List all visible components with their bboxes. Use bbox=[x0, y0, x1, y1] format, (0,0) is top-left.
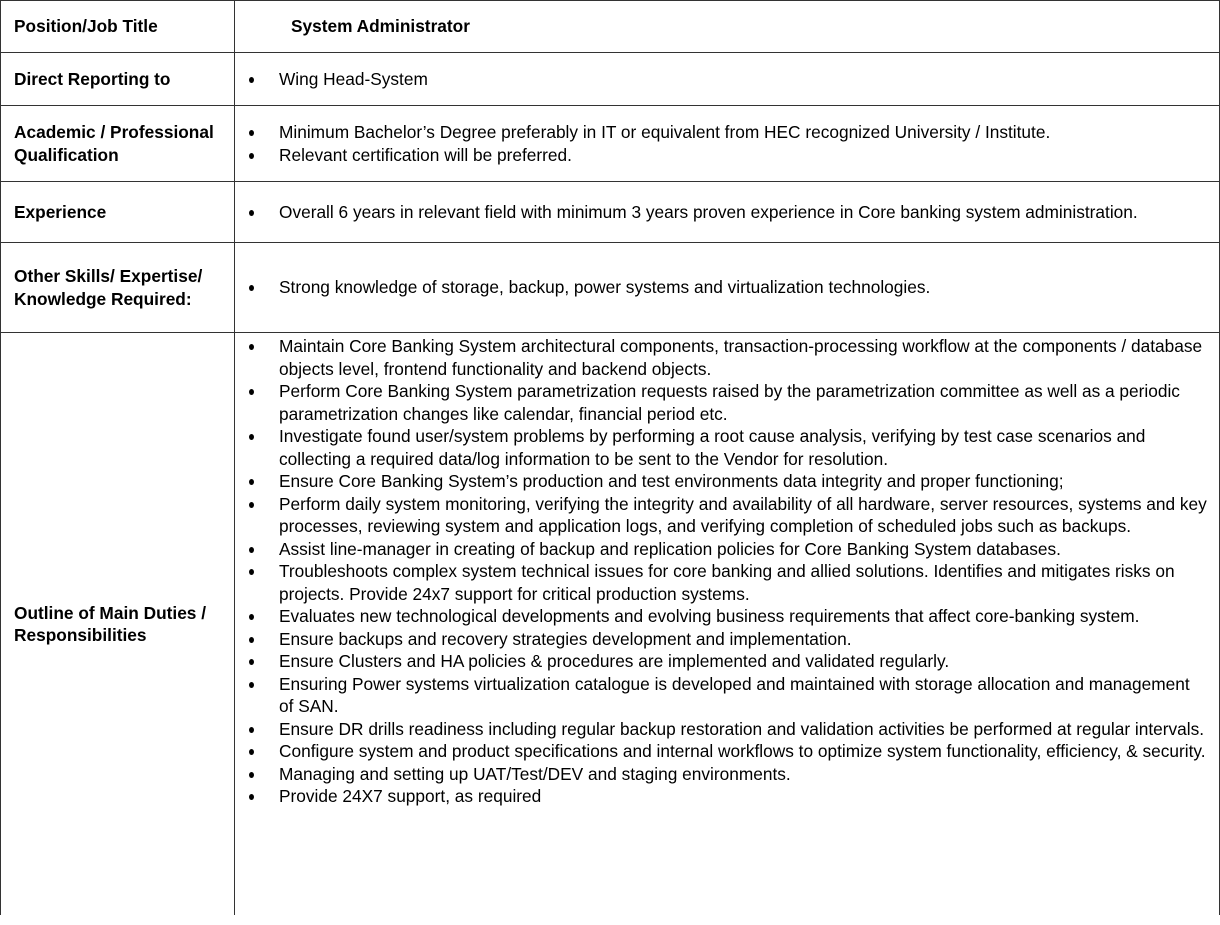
list-item: Maintain Core Banking System architectural components, transaction-processing workflow at the components / database objects level, frontend functionality and backend objects. bbox=[247, 335, 1207, 380]
list-item: Ensure Core Banking System’s production and test environments data integrity and proper functioning; bbox=[247, 470, 1207, 493]
list-item: Relevant certification will be preferred. bbox=[247, 144, 1207, 167]
row-qualification bbox=[1, 106, 1220, 182]
qualification-list bbox=[247, 121, 1207, 166]
list-item: Managing and setting up UAT/Test/DEV and staging environments. bbox=[247, 763, 1207, 786]
label-position-title: Position/Job Title bbox=[1, 1, 235, 53]
list-item: Perform Core Banking System parametrization requests raised by the parametrization committee as well as a periodic parametrization changes like calendar, financial period etc. bbox=[247, 380, 1207, 425]
list-item: Minimum Bachelor’s Degree preferably in IT or equivalent from HEC recognized University / Institute. bbox=[247, 121, 1207, 144]
reporting-list bbox=[247, 68, 1207, 91]
list-item: Ensure backups and recovery strategies development and implementation. bbox=[247, 628, 1207, 651]
list-item: Wing Head-System bbox=[247, 68, 1207, 91]
list-item: Configure system and product specifications and internal workflows to optimize system functionality, efficiency, & security. bbox=[247, 740, 1207, 763]
label-qualification: Academic / Professional Qualification bbox=[1, 106, 235, 182]
list-item: Evaluates new technological developments and evolving business requirements that affect core-banking system. bbox=[247, 605, 1207, 628]
list-item: Perform daily system monitoring, verifying the integrity and availability of all hardware, server resources, systems and key processes, reviewing system and application logs, and verifying completion of scheduled jobs such as backups. bbox=[247, 493, 1207, 538]
row-direct-reporting bbox=[1, 53, 1220, 106]
row-duties bbox=[1, 333, 1220, 916]
label-other-skills: Other Skills/ Expertise/ Knowledge Required: bbox=[1, 243, 235, 333]
position-title-value: System Administrator bbox=[291, 16, 470, 36]
list-item: Strong knowledge of storage, backup, power systems and virtualization technologies. bbox=[247, 276, 1207, 299]
list-item: Overall 6 years in relevant field with minimum 3 years proven experience in Core banking system administration. bbox=[247, 201, 1207, 224]
list-item: Ensure Clusters and HA policies & procedures are implemented and validated regularly. bbox=[247, 650, 1207, 673]
list-item: Ensure DR drills readiness including regular backup restoration and validation activities be performed at regular intervals. bbox=[247, 718, 1207, 741]
row-experience bbox=[1, 182, 1220, 243]
label-direct-reporting: Direct Reporting to bbox=[1, 53, 235, 106]
label-experience: Experience bbox=[1, 182, 235, 243]
duties-list bbox=[247, 335, 1207, 808]
row-other-skills bbox=[1, 243, 1220, 333]
experience-list bbox=[247, 201, 1207, 224]
list-item: Provide 24X7 support, as required bbox=[247, 785, 1207, 808]
label-duties: Outline of Main Duties / Responsibilities bbox=[1, 333, 235, 916]
list-item: Ensuring Power systems virtualization catalogue is developed and maintained with storage allocation and management of SAN. bbox=[247, 673, 1207, 718]
row-position-title bbox=[1, 1, 1220, 53]
list-item: Troubleshoots complex system technical issues for core banking and allied solutions. Identifies and mitigates risks on projects. Provide 24x7 support for critical production systems. bbox=[247, 560, 1207, 605]
list-item: Assist line-manager in creating of backup and replication policies for Core Banking System databases. bbox=[247, 538, 1207, 561]
skills-list bbox=[247, 276, 1207, 299]
list-item: Investigate found user/system problems by performing a root cause analysis, verifying by test case scenarios and collecting a required data/log information to be sent to the Vendor for resolution. bbox=[247, 425, 1207, 470]
